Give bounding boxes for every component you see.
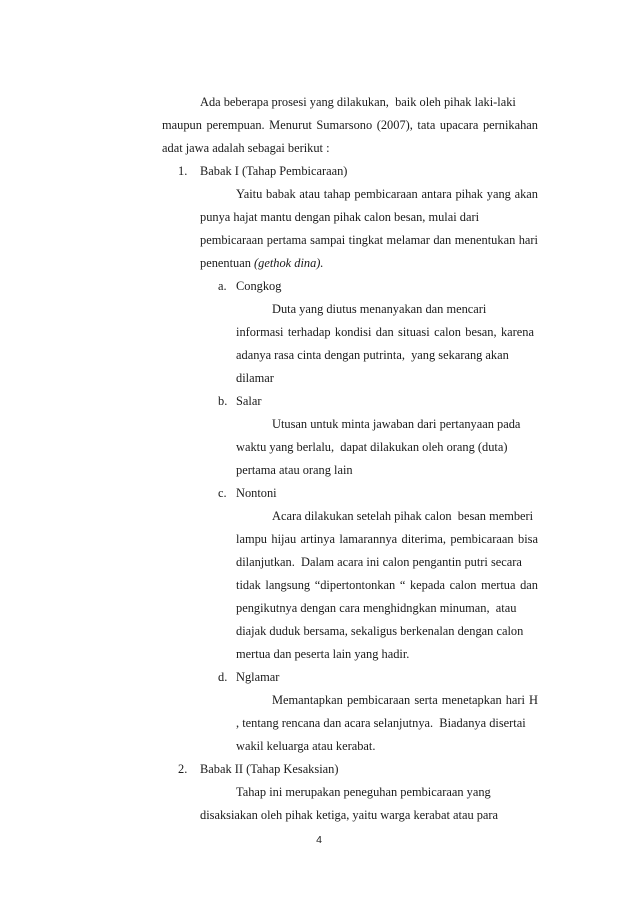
subitem-a-line-3: adanya rasa cinta dengan putrinta, yang sekarang akan <box>236 348 509 362</box>
subitem-c-line-1: Acara dilakukan setelah pihak calon besan memberi <box>272 509 534 523</box>
subitem-a-line-1: Duta yang diutus menanyakan dan mencari <box>272 302 487 316</box>
intro-line-1: Ada beberapa prosesi yang dilakukan, baik oleh pihak laki-laki <box>200 95 516 109</box>
subitem-c-letter: c. <box>218 486 227 500</box>
item-1-line-4-text: penentuan <box>200 256 255 270</box>
item-1-line-2: punya hajat mantu dengan pihak calon besan, mulai dari <box>200 210 480 224</box>
item-1-line-4 <box>200 255 324 271</box>
subitem-c-line-7: mertua dan peserta lain yang hadir. <box>236 647 410 661</box>
item-2-line-1: Tahap ini merupakan peneguhan pembicaraan yang <box>236 785 491 799</box>
subitem-b-line-1: Utusan untuk minta jawaban dari pertanyaan pada <box>272 417 521 431</box>
item-1-line-1: Yaitu babak atau tahap pembicaraan antara pihak yang akan <box>236 187 538 201</box>
item-2-line-2: disaksiakan oleh pihak ketiga, yaitu warga kerabat atau para <box>200 808 499 822</box>
item-1-number: 1. <box>178 164 188 178</box>
subitem-d-title: Nglamar <box>236 670 280 684</box>
subitem-c-line-4: tidak langsung “dipertontonkan “ kepada calon mertua dan <box>236 578 538 592</box>
subitem-a-title: Congkog <box>236 279 282 293</box>
gethok-dina-term: (gethok dina). <box>254 256 324 270</box>
item-2-title: Babak II (Tahap Kesaksian) <box>200 762 339 776</box>
intro-line-3: adat jawa adalah sebagai berikut : <box>162 141 330 155</box>
item-1-line-3: pembicaraan pertama sampai tingkat melamar dan menentukan hari <box>200 233 538 247</box>
intro-line-2: maupun perempuan. Menurut Sumarsono (2007), tata upacara pernikahan <box>162 118 538 132</box>
subitem-c-line-5: pengikutnya dengan cara menghidngkan minuman, atau <box>236 601 517 615</box>
subitem-d-letter: d. <box>218 670 228 684</box>
subitem-a-line-2: informasi terhadap kondisi dan situasi calon besan, karena <box>236 325 534 339</box>
item-2-number: 2. <box>178 762 188 776</box>
subitem-a-line-4: dilamar <box>236 371 274 385</box>
page-number: 4 <box>316 834 322 846</box>
subitem-b-line-2: waktu yang berlalu, dapat dilakukan oleh orang (duta) <box>236 440 508 454</box>
subitem-b-letter: b. <box>218 394 228 408</box>
subitem-c-title: Nontoni <box>236 486 277 500</box>
subitem-d-line-2: , tentang rencana dan acara selanjutnya. Biadanya disertai <box>236 716 526 730</box>
subitem-c-line-3: dilanjutkan. Dalam acara ini calon pengantin putri secara <box>236 555 522 569</box>
subitem-c-line-6: diajak duduk bersama, sekaligus berkenalan dengan calon <box>236 624 524 638</box>
subitem-b-title: Salar <box>236 394 262 408</box>
subitem-a-letter: a. <box>218 279 227 293</box>
subitem-b-line-3: pertama atau orang lain <box>236 463 353 477</box>
subitem-d-line-1: Memantapkan pembicaraan serta menetapkan hari H <box>272 693 538 707</box>
subitem-d-line-3: wakil keluarga atau kerabat. <box>236 739 376 753</box>
item-1-title: Babak I (Tahap Pembicaraan) <box>200 164 348 178</box>
subitem-c-line-2: lampu hijau artinya lamarannya diterima, pembicaraan bisa <box>236 532 538 546</box>
